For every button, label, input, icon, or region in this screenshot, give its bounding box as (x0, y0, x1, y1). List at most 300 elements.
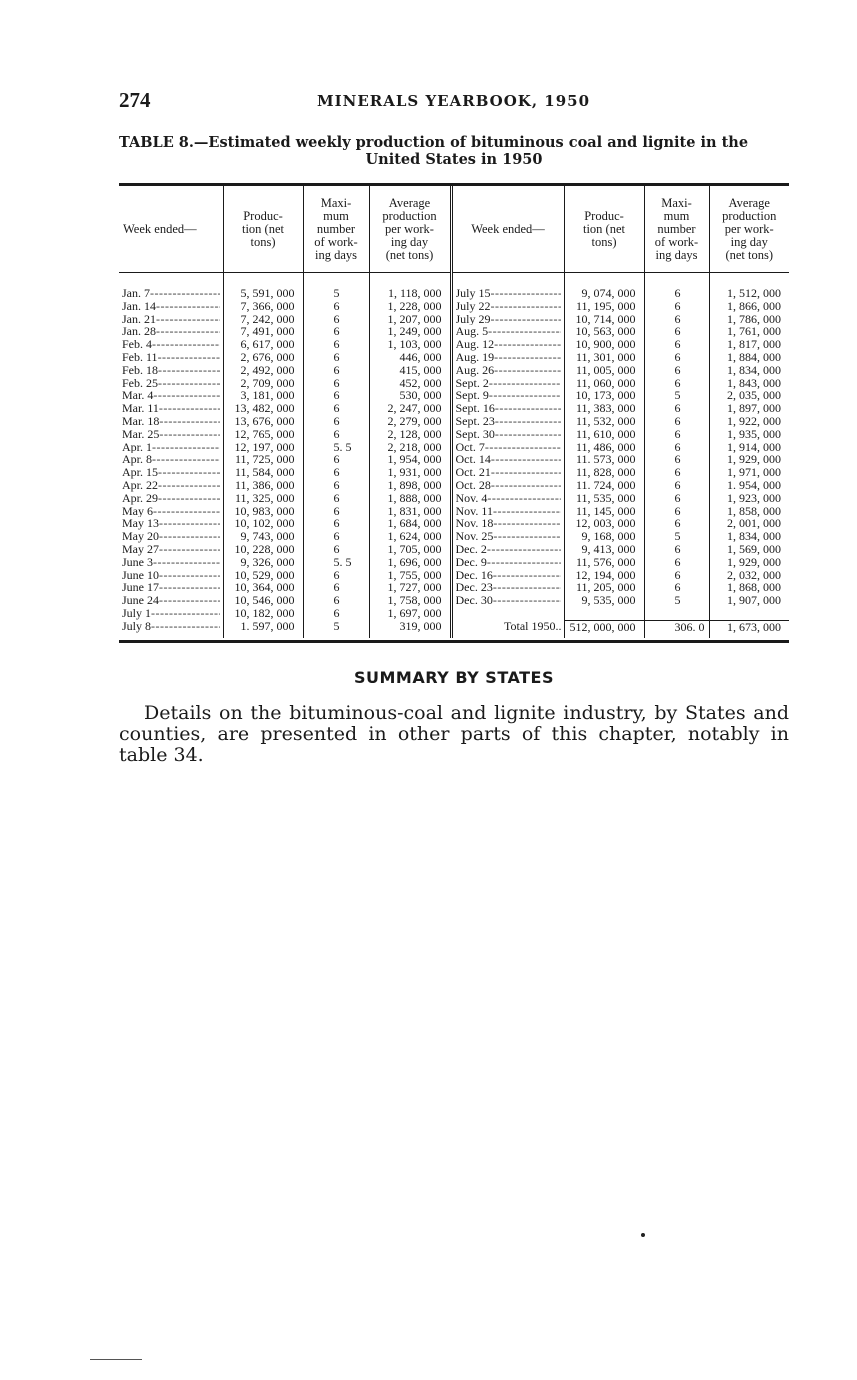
week-cell (451, 492, 564, 505)
average-value: 530, 000 (369, 389, 451, 402)
week-label: Apr. 1 (122, 440, 152, 454)
max-days-value: 6 (644, 364, 709, 377)
leader-dots (158, 492, 220, 505)
table-row (119, 594, 789, 607)
max-days-value: 6 (644, 492, 709, 505)
week-cell (451, 607, 564, 620)
week-cell (119, 351, 223, 364)
max-days-value: 6 (303, 607, 369, 620)
table-caption-line-2: United States in 1950 (365, 151, 543, 168)
table-body (119, 273, 789, 638)
leader-dots (158, 351, 220, 364)
table-row (119, 620, 789, 637)
average-value: 1, 831, 000 (369, 505, 451, 518)
average-value: 1, 907, 000 (709, 594, 789, 607)
week-label: Nov. 18 (455, 517, 494, 531)
leader-dots (493, 594, 561, 607)
average-value: 2, 128, 000 (369, 428, 451, 441)
col-header-average: Average production per work- ing day (net tons) (369, 186, 451, 273)
week-label: July 22 (455, 299, 491, 313)
col-header-week: Week ended— (119, 186, 223, 273)
table-row (119, 389, 789, 402)
average-value: 1, 922, 000 (709, 415, 789, 428)
print-speck (641, 1233, 645, 1237)
average-value: 452, 000 (369, 377, 451, 390)
week-cell (119, 556, 223, 569)
week-label: Apr. 22 (122, 478, 158, 492)
max-days-value: 6 (644, 569, 709, 582)
week-cell (119, 492, 223, 505)
leader-dots (491, 287, 561, 300)
week-cell (119, 273, 223, 300)
leader-dots (151, 607, 219, 620)
production-value: 11, 725, 000 (223, 453, 303, 466)
table-row (119, 479, 789, 492)
week-cell (451, 517, 564, 530)
week-cell (451, 543, 564, 556)
leader-dots (159, 569, 220, 582)
week-label: Mar. 11 (122, 402, 159, 415)
production-value: 3, 181, 000 (223, 389, 303, 402)
week-label: Dec. 9 (455, 555, 487, 569)
production-value: 9, 074, 000 (564, 273, 644, 300)
average-value: 1, 888, 000 (369, 492, 451, 505)
average-value (709, 607, 789, 620)
footer-rule (90, 1359, 142, 1360)
week-cell (451, 338, 564, 351)
production-value: 512, 000, 000 (564, 620, 644, 637)
week-cell (451, 441, 564, 454)
table-row (119, 581, 789, 594)
max-days-value: 6 (644, 556, 709, 569)
leader-dots (158, 466, 220, 479)
week-cell (119, 581, 223, 594)
max-days-value: 6 (644, 415, 709, 428)
average-value: 1, 512, 000 (709, 273, 789, 300)
max-days-value: 5 (303, 273, 369, 300)
max-days-value: 6 (644, 453, 709, 466)
max-days-value: 6 (644, 313, 709, 326)
week-label: July 1 (122, 607, 152, 620)
week-cell (451, 325, 564, 338)
production-value: 11, 828, 000 (564, 466, 644, 479)
table-header-row (119, 186, 789, 273)
max-days-value: 6 (644, 402, 709, 415)
week-label: Oct. 14 (455, 453, 491, 467)
production-value: 11, 486, 000 (564, 441, 644, 454)
leader-dots (152, 338, 220, 351)
average-value: 1, 929, 000 (709, 453, 789, 466)
production-value: 11, 576, 000 (564, 556, 644, 569)
week-label: July 29 (455, 312, 491, 326)
max-days-value: 6 (644, 543, 709, 556)
table-row (119, 364, 789, 377)
average-value: 1, 931, 000 (369, 466, 451, 479)
production-value: 11. 573, 000 (564, 453, 644, 466)
average-value: 1, 696, 000 (369, 556, 451, 569)
week-cell (119, 569, 223, 582)
max-days-value: 6 (303, 581, 369, 594)
leader-dots (491, 466, 561, 479)
leader-dots (493, 505, 561, 518)
week-label: Dec. 16 (455, 568, 493, 582)
max-days-value: 6 (303, 364, 369, 377)
production-table (119, 183, 789, 643)
average-value: 415, 000 (369, 364, 451, 377)
week-cell (451, 402, 564, 415)
week-cell (451, 466, 564, 479)
production-value: 10, 900, 000 (564, 338, 644, 351)
production-value: 10, 173, 000 (564, 389, 644, 402)
max-days-value: 6 (303, 492, 369, 505)
week-label: Jan. 7 (122, 287, 150, 300)
max-days-value: 6 (303, 530, 369, 543)
production-value: 11. 724, 000 (564, 479, 644, 492)
production-value: 10, 983, 000 (223, 505, 303, 518)
max-days-value: 6 (644, 273, 709, 300)
leader-dots (493, 530, 560, 543)
leader-dots (152, 453, 220, 466)
week-label: Feb. 4 (122, 338, 152, 351)
average-value: 1, 971, 000 (709, 466, 789, 479)
production-value: 9, 743, 000 (223, 530, 303, 543)
average-value: 1, 868, 000 (709, 581, 789, 594)
production-value: 11, 005, 000 (564, 364, 644, 377)
week-cell (119, 543, 223, 556)
max-days-value: 6 (644, 338, 709, 351)
max-days-value: 6 (644, 428, 709, 441)
production-value: 10, 546, 000 (223, 594, 303, 607)
average-value: 1, 624, 000 (369, 530, 451, 543)
leader-dots (159, 543, 220, 556)
average-value: 1, 684, 000 (369, 517, 451, 530)
max-days-value: 6 (303, 325, 369, 338)
week-cell (451, 530, 564, 543)
week-label: Sept. 16 (455, 402, 495, 415)
table-row (119, 453, 789, 466)
production-value: 12, 194, 000 (564, 569, 644, 582)
week-label: Apr. 15 (122, 466, 158, 479)
leader-dots (487, 492, 560, 505)
table-caption-line-1: TABLE 8.—Estimated weekly production of bituminous coal and lignite in the (119, 134, 749, 151)
week-cell (451, 556, 564, 569)
average-value: 1, 866, 000 (709, 300, 789, 313)
average-value: 1, 817, 000 (709, 338, 789, 351)
week-cell (119, 313, 223, 326)
production-value: 11, 060, 000 (564, 377, 644, 390)
week-cell (119, 325, 223, 338)
week-cell (451, 479, 564, 492)
week-cell (451, 351, 564, 364)
average-value: 319, 000 (369, 620, 451, 637)
table-row (119, 556, 789, 569)
leader-dots (489, 377, 561, 390)
production-value: 11, 535, 000 (564, 492, 644, 505)
weekly-production-table (119, 186, 789, 638)
production-value: 10, 364, 000 (223, 581, 303, 594)
max-days-value: 6 (303, 402, 369, 415)
leader-dots (491, 300, 561, 313)
production-value: 7, 366, 000 (223, 300, 303, 313)
max-days-value: 6 (644, 479, 709, 492)
week-label: Dec. 30 (455, 594, 493, 607)
col-header-average-right: Average production per work- ing day (net tons) (709, 186, 789, 273)
max-days-value: 6 (644, 300, 709, 313)
max-days-value: 6 (303, 338, 369, 351)
leader-dots (158, 479, 220, 492)
average-value: 2, 247, 000 (369, 402, 451, 415)
leader-dots (159, 428, 219, 441)
production-value: 11, 301, 000 (564, 351, 644, 364)
max-days-value: 6 (303, 543, 369, 556)
average-value: 1, 843, 000 (709, 377, 789, 390)
week-cell (119, 377, 223, 390)
section-heading: SUMMARY BY STATES (353, 668, 555, 687)
week-cell (119, 620, 223, 637)
average-value: 1, 673, 000 (709, 620, 789, 637)
table-row (119, 441, 789, 454)
production-value: 10, 529, 000 (223, 569, 303, 582)
production-value: 12, 197, 000 (223, 441, 303, 454)
week-label: July 8 (122, 620, 152, 634)
production-value: 11, 145, 000 (564, 505, 644, 518)
week-cell (451, 594, 564, 607)
table-row (119, 325, 789, 338)
average-value: 1, 834, 000 (709, 364, 789, 377)
week-label: Aug. 19 (455, 350, 495, 364)
week-cell (119, 466, 223, 479)
leader-dots (159, 530, 220, 543)
week-cell (119, 338, 223, 351)
max-days-value: 6 (303, 313, 369, 326)
max-days-value: 5 (644, 530, 709, 543)
production-value: 11, 195, 000 (564, 300, 644, 313)
average-value: 2, 218, 000 (369, 441, 451, 454)
leader-dots: .. (555, 620, 562, 634)
production-value: 11, 205, 000 (564, 581, 644, 594)
week-cell (451, 415, 564, 428)
leader-dots (150, 287, 220, 300)
production-value: 11, 584, 000 (223, 466, 303, 479)
week-cell (119, 530, 223, 543)
week-label: Mar. 4 (122, 389, 154, 403)
week-label: Jan. 14 (122, 299, 156, 313)
leader-dots (489, 389, 561, 402)
week-label: Feb. 25 (122, 376, 158, 390)
table-row (119, 607, 789, 620)
week-cell (119, 517, 223, 530)
average-value: 1, 834, 000 (709, 530, 789, 543)
week-label: Aug. 5 (455, 325, 489, 339)
max-days-value: 6 (303, 479, 369, 492)
leader-dots (493, 517, 560, 530)
leader-dots (159, 517, 220, 530)
production-value: 2, 676, 000 (223, 351, 303, 364)
leader-dots (159, 594, 220, 607)
average-value: 1, 929, 000 (709, 556, 789, 569)
production-value: 11, 383, 000 (564, 402, 644, 415)
production-value: 10, 102, 000 (223, 517, 303, 530)
production-value: 11, 386, 000 (223, 479, 303, 492)
week-label: Jan. 28 (122, 325, 156, 339)
running-title: MINERALS YEARBOOK, 1950 (317, 92, 591, 110)
body-paragraph: Details on the bituminous-coal and lignite industry, by States and counties, are presented in other parts of this chapter, notably in table 34. (119, 702, 789, 766)
max-days-value: 6 (644, 377, 709, 390)
max-days-value: 6 (644, 351, 709, 364)
average-value: 1, 786, 000 (709, 313, 789, 326)
leader-dots (495, 402, 561, 415)
max-days-value: 306. 0 (644, 620, 709, 637)
leader-dots (152, 441, 220, 454)
week-cell (451, 300, 564, 313)
leader-dots (159, 581, 220, 594)
week-label: Feb. 18 (122, 363, 158, 377)
week-label: Oct. 7 (455, 440, 485, 454)
week-label: May 6 (122, 504, 153, 518)
week-cell (119, 389, 223, 402)
average-value: 1, 914, 000 (709, 441, 789, 454)
average-value: 1, 761, 000 (709, 325, 789, 338)
week-cell (119, 364, 223, 377)
week-label: Sept. 9 (455, 389, 489, 403)
week-label: June 17 (122, 581, 159, 595)
week-cell (119, 402, 223, 415)
leader-dots (156, 325, 220, 338)
leader-dots (151, 620, 219, 633)
leader-dots (493, 569, 561, 582)
average-value: 446, 000 (369, 351, 451, 364)
leader-dots (491, 453, 561, 466)
leader-dots (158, 377, 220, 390)
max-days-value: 6 (644, 581, 709, 594)
average-value: 1, 207, 000 (369, 313, 451, 326)
table-row (119, 530, 789, 543)
production-value: 10, 228, 000 (223, 543, 303, 556)
week-cell (119, 594, 223, 607)
week-cell (451, 453, 564, 466)
average-value: 1. 954, 000 (709, 479, 789, 492)
week-cell (119, 428, 223, 441)
production-value: 2, 492, 000 (223, 364, 303, 377)
max-days-value: 6 (644, 441, 709, 454)
max-days-value: 5. 5 (303, 441, 369, 454)
week-label: Sept. 23 (455, 414, 495, 428)
max-days-value: 6 (303, 377, 369, 390)
average-value: 1, 697, 000 (369, 607, 451, 620)
max-days-value: 6 (303, 415, 369, 428)
production-value: 9, 168, 000 (564, 530, 644, 543)
week-label: Nov. 11 (455, 504, 493, 518)
production-value: 10, 182, 000 (223, 607, 303, 620)
average-value: 1, 884, 000 (709, 351, 789, 364)
week-cell (451, 620, 564, 637)
max-days-value: 6 (303, 428, 369, 441)
max-days-value: 6 (303, 466, 369, 479)
leader-dots (487, 556, 561, 569)
week-label: July 15 (455, 287, 491, 300)
max-days-value: 6 (303, 453, 369, 466)
leader-dots (487, 543, 561, 556)
col-header-max-days: Maxi- mum number of work- ing days (303, 186, 369, 273)
page-number: 274 (119, 88, 151, 112)
week-cell (451, 569, 564, 582)
week-cell (451, 364, 564, 377)
col-header-production: Produc- tion (net tons) (223, 186, 303, 273)
week-label: Feb. 11 (122, 350, 158, 364)
production-value: 5, 591, 000 (223, 273, 303, 300)
table-row (119, 402, 789, 415)
max-days-value: 5 (644, 389, 709, 402)
week-cell (451, 273, 564, 300)
max-days-value: 5 (644, 594, 709, 607)
week-label: Oct. 21 (455, 466, 491, 479)
average-value: 1, 954, 000 (369, 453, 451, 466)
leader-dots (153, 556, 220, 569)
week-cell (451, 389, 564, 402)
leader-dots (488, 325, 560, 338)
week-label: Jan. 21 (122, 312, 156, 326)
max-days-value: 5 (303, 620, 369, 637)
table-row (119, 313, 789, 326)
average-value: 1, 755, 000 (369, 569, 451, 582)
average-value: 1, 103, 000 (369, 338, 451, 351)
production-value: 10, 714, 000 (564, 313, 644, 326)
leader-dots (159, 415, 219, 428)
week-label: Dec. 23 (455, 581, 493, 595)
week-cell (451, 428, 564, 441)
max-days-value (644, 607, 709, 620)
max-days-value: 6 (644, 466, 709, 479)
col-header-max-days-right: Maxi- mum number of work- ing days (644, 186, 709, 273)
week-label: May 20 (122, 530, 159, 543)
average-value: 1, 705, 000 (369, 543, 451, 556)
average-value: 1, 228, 000 (369, 300, 451, 313)
week-label: Nov. 25 (455, 530, 494, 543)
week-cell (451, 313, 564, 326)
production-value: 13, 482, 000 (223, 402, 303, 415)
week-label: Dec. 2 (455, 542, 487, 556)
average-value: 1, 858, 000 (709, 505, 789, 518)
average-value: 2, 279, 000 (369, 415, 451, 428)
leader-dots (491, 479, 561, 492)
average-value: 1, 923, 000 (709, 492, 789, 505)
max-days-value: 6 (303, 569, 369, 582)
production-value: 7, 242, 000 (223, 313, 303, 326)
week-label: Nov. 4 (455, 491, 488, 505)
week-cell (119, 479, 223, 492)
week-label: Aug. 12 (455, 338, 495, 351)
production-value: 11, 610, 000 (564, 428, 644, 441)
production-value: 9, 535, 000 (564, 594, 644, 607)
table-row (119, 338, 789, 351)
production-value: 10, 563, 000 (564, 325, 644, 338)
week-cell (451, 377, 564, 390)
table-row (119, 300, 789, 313)
max-days-value: 6 (303, 389, 369, 402)
week-cell (119, 505, 223, 518)
average-value: 1, 898, 000 (369, 479, 451, 492)
production-value: 1. 597, 000 (223, 620, 303, 637)
leader-dots (153, 505, 220, 518)
table-row (119, 517, 789, 530)
table-row (119, 273, 789, 300)
table-bottom-rule (119, 640, 789, 643)
table-row (119, 377, 789, 390)
production-value: 7, 491, 000 (223, 325, 303, 338)
leader-dots (491, 313, 561, 326)
col-header-production-right: Produc- tion (net tons) (564, 186, 644, 273)
week-label: Total 1950 (504, 620, 556, 634)
